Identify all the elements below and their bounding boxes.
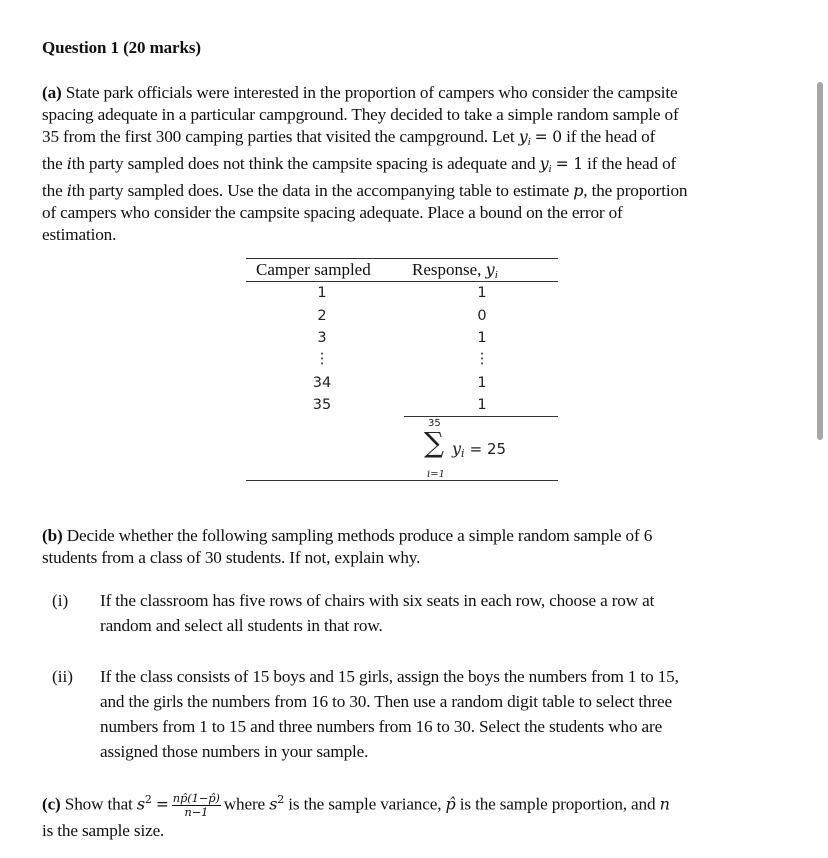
table-header-rule (246, 281, 558, 282)
variance-fraction: $\frac{np̂(1-p̂)}{n-1}$ (172, 791, 220, 820)
part-a-line-7: estimation. (42, 225, 117, 244)
part-c-line-2: is the sample size. (42, 821, 165, 841)
table-top-rule (246, 258, 558, 259)
question-title: Question 1 (20 marks) (42, 38, 201, 57)
part-a-line-4: the ith party sampled does not think the campsite spacing is adequate and $y_i = 1$ if the head of (42, 154, 677, 175)
sigma-icon: ∑ (424, 426, 444, 459)
part-c-text (42, 788, 772, 843)
sum-rule (404, 416, 558, 417)
sum-expression: $y_i = 25$ (452, 439, 507, 460)
part-b-intro (42, 525, 763, 569)
table-cell-camper: 34 (312, 375, 332, 391)
table-cell-response: 0 (477, 308, 487, 324)
part-a-line-1: (a) State park officials were interested in the proportion of campers who consider the campsite (42, 83, 678, 102)
sum-lower-limit: i=1 (427, 470, 445, 479)
table-cell-response: 1 (477, 375, 487, 391)
part-a-text (42, 82, 763, 246)
part-a-line-6: of campers who consider the campsite spacing adequate. Place a bound on the error of (42, 203, 623, 222)
part-a-label: (a) (42, 83, 62, 102)
part-b-line-2: students from a class of 30 students. If not, explain why. (42, 548, 421, 567)
table-cell-camper: 2 (317, 308, 327, 324)
table-cell-camper: ⋮ (314, 351, 330, 367)
part-c-label: (c) (42, 794, 61, 814)
part-a-line-2: spacing adequate in a particular campground. They decided to take a simple random sample of (42, 105, 679, 124)
header-response: Response, $y_i$ (412, 260, 498, 281)
table-cell-camper: 3 (317, 330, 327, 346)
item-number: (i) (52, 591, 69, 610)
part-a-line-5: the ith party sampled does. Use the data in the accompanying table to estimate p, the proportion (42, 181, 688, 200)
table-bottom-rule (246, 480, 558, 481)
table-cell-response: ⋮ (474, 351, 490, 367)
part-c-line-1: (c) Show that $s^2$ = $\frac{np̂(1-p̂)}{n-1}$ where $s^2$ is the sample variance, p̂ is the sample proportion, and n (42, 791, 670, 820)
header-camper-sampled: Camper sampled (256, 260, 371, 279)
sum-upper-limit: 35 (428, 418, 441, 429)
item-number: (ii) (52, 667, 73, 686)
table-cell-response: 1 (477, 397, 487, 413)
part-b-line-1: (b) Decide whether the following sampling methods produce a simple random sample of 6 (42, 526, 653, 545)
table-cell-response: 1 (477, 330, 487, 346)
document-page: Question 1 (20 marks) (a) State park officials were interested in the proportion of campers who consider the campsite spacing adequate in a particular campground. They decided to take a simple random sample of 35 from the first 300 camping parties that visited the campground. Let $y_i = 0$ if the head of the ith party sampled does not think the campsite spacing is adequate and $y_i = 1$ if the head of the ith party sampled does. Use the data in the accompanying table to estimate p, the proportion of campers who consider the campsite spacing adequate. Place a bound on the error of estimation. Camper sampled Response, $y_i$ 1 1 2 0 3 1 ⋮ ⋮ 34 1 35 1 35 ∑ $y_i = 25$ i=1 (b) Decide whether the following sampling methods produce a simple random sample of 6 students from a class of 30 students. If not, explain why. (i) If the classroom has five rows of chairs with six seats in each row, choose a row at random and select all students in that row. (ii) If the class consists of 15 boys and 15 girls, assign the boys the numbers from 1 to 15, and the girls the numbers from 16 to 30. Then use a random digit table to select three numbers from 1 to 15 and three numbers from 16 to 30. Select the students who are assigned those numbers in your sample. (c) Show that $s^2$ = $\frac{np̂(1-p̂)}{n-1}$ where $s^2$ is the sample variance, p̂ is the sample proportion, and n is the sample size. (0, 0, 828, 858)
vertical-scrollbar[interactable] (817, 82, 823, 440)
table-cell-camper: 1 (317, 285, 327, 301)
table-cell-response: 1 (477, 285, 487, 301)
part-b-label: (b) (42, 526, 63, 545)
table-cell-camper: 35 (312, 397, 332, 413)
part-a-line-3: 35 from the first 300 camping parties that visited the campground. Let $y_i = 0$ if the head of (42, 127, 656, 148)
